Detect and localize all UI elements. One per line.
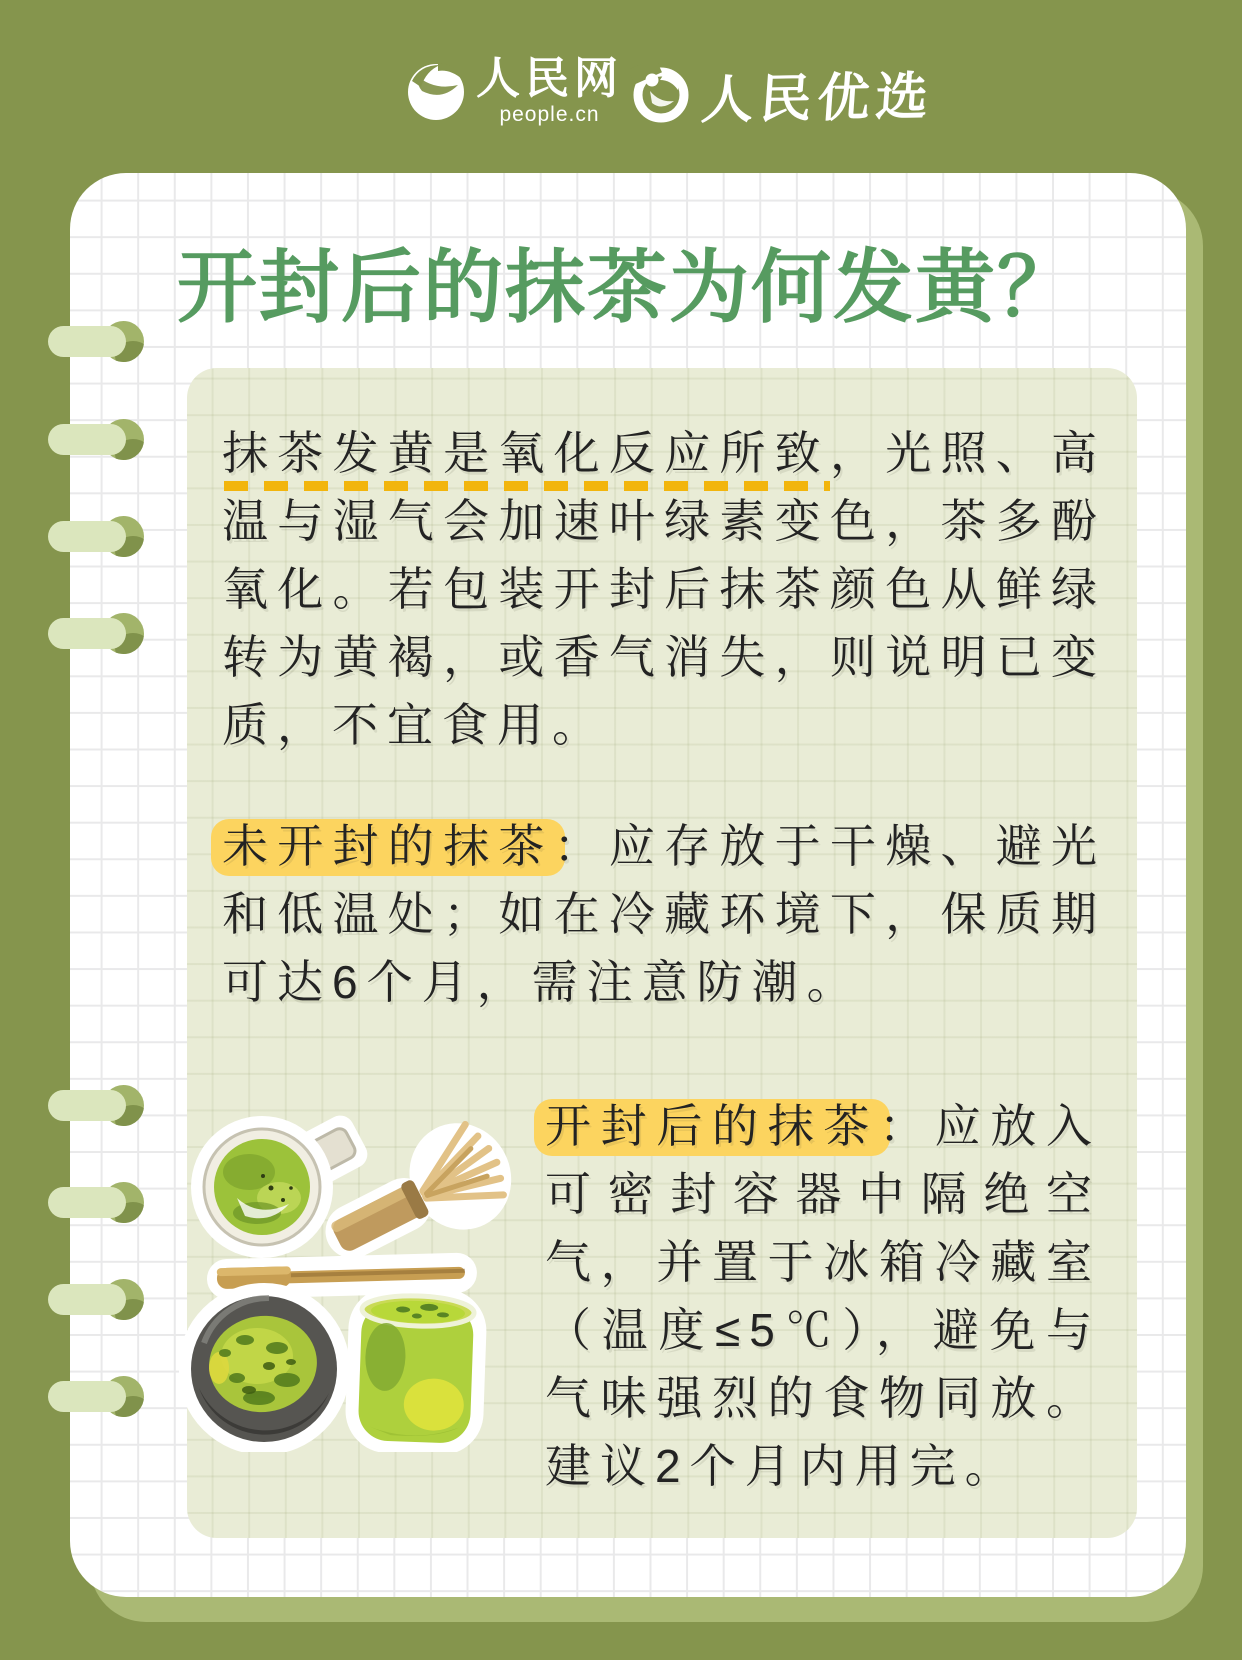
binding-hole [48,1278,144,1322]
matcha-bowl [179,1283,350,1452]
binding-hole [48,1181,144,1225]
notebook-card [70,173,1186,1597]
people-cn-logo-name: 人民网 [476,54,623,103]
page-title: 开封后的抹茶为何发黄？ [177,243,1079,332]
highlighted-text-unopened: 未开封的抹茶 [211,819,565,876]
paragraph-opened-matcha [545,1092,1101,1500]
content-box [187,368,1137,1538]
paragraph-opened-rest: ：应放入可密封容器中隔绝空气，并置于冰箱冷藏室（温度≤5℃），避免与气味强烈的食物同放。建议2个月内用完。 [545,1100,1102,1492]
binding-hole [48,1084,144,1128]
binding-hole [48,612,144,656]
binding-hole [48,515,144,559]
paragraph-unopened-rest: ：应存放于干燥、避光和低温处；如在冷藏环境下，保质期可达6个月，需注意防潮。 [222,820,1107,1008]
binding-hole [48,1375,144,1419]
people-cn-logo-text-block [476,56,623,126]
paragraph-oxidation [222,419,1106,759]
binding-hole [48,418,144,462]
people-youxuan-logo-name: 人民优选 [699,67,936,131]
matcha-illustration [179,1048,513,1452]
highlighted-text-opened: 开封后的抹茶 [534,1099,890,1156]
binding-hole [48,320,144,364]
matcha-glass [344,1286,488,1452]
paragraph-oxidation-rest: ，光照、高温与湿气会加速叶绿素变色，茶多酚氧化。若包装开封后抹茶颜色从鲜绿转为黄褐，或香气消失，则说明已变质，不宜食用。 [222,427,1107,751]
people-youxuan-panda-icon [630,63,692,125]
people-youxuan-logo [630,56,934,131]
people-cn-logo-domain: people.cn [499,103,600,126]
dashed-underline-text: 抹茶发黄是氧化反应所致 [222,427,830,491]
people-cn-logo [404,56,623,126]
people-cn-globe-icon [404,59,468,123]
paragraph-unopened-matcha [222,812,1106,1016]
